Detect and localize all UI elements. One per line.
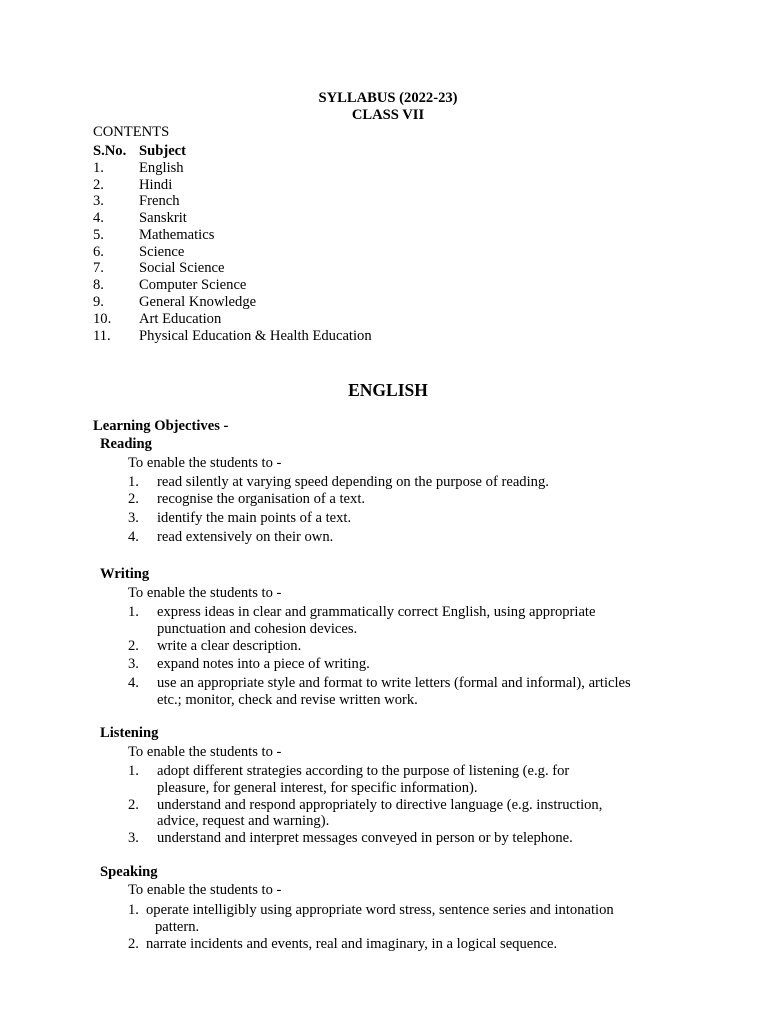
contents-header-subject: Subject — [139, 143, 187, 159]
contents-row-no: 4. — [93, 210, 104, 226]
contents-row-subject: Mathematics — [139, 227, 215, 243]
list-item-number: 3. — [128, 830, 139, 846]
contents-row-no: 11. — [93, 328, 111, 344]
contents-row-no: 6. — [93, 244, 104, 260]
speaking-intro: To enable the students to - — [128, 882, 282, 898]
contents-row-subject: Science — [139, 244, 185, 260]
list-item: identify the main points of a text. — [157, 510, 352, 526]
list-item: understand and respond appropriately to directive language (e.g. instruction, — [157, 797, 603, 813]
contents-row-no: 9. — [93, 294, 104, 310]
list-item-number: 3. — [128, 510, 139, 526]
list-item-number: 4. — [128, 529, 139, 545]
list-item: write a clear description. — [157, 638, 302, 654]
listening-intro: To enable the students to - — [128, 744, 282, 760]
contents-label: CONTENTS — [93, 124, 170, 140]
contents-row-subject: Sanskrit — [139, 210, 187, 226]
contents-row-subject: English — [139, 160, 184, 176]
list-item: operate intelligibly using appropriate word stress, sentence series and intonation — [146, 902, 614, 918]
list-item-continuation: pattern. — [155, 919, 200, 935]
contents-row-no: 3. — [93, 193, 104, 209]
contents-row-subject: General Knowledge — [139, 294, 257, 310]
contents-row-subject: Art Education — [139, 311, 222, 327]
list-item-continuation: punctuation and cohesion devices. — [157, 621, 358, 637]
contents-row-no: 7. — [93, 260, 104, 276]
list-item-number: 1. — [128, 604, 139, 620]
list-item-continuation: pleasure, for general interest, for specific information). — [157, 780, 478, 796]
contents-row-no: 1. — [93, 160, 104, 176]
writing-intro: To enable the students to - — [128, 585, 282, 601]
list-item-number: 2. — [128, 936, 139, 952]
list-item-number: 2. — [128, 638, 139, 654]
learning-objectives-label: Learning Objectives - — [93, 418, 229, 434]
speaking-label: Speaking — [100, 864, 158, 880]
english-heading: ENGLISH — [348, 380, 428, 400]
list-item: understand and interpret messages conveyed in person or by telephone. — [157, 830, 573, 846]
list-item-number: 2. — [128, 491, 139, 507]
list-item: express ideas in clear and grammatically correct English, using appropriate — [157, 604, 596, 620]
reading-label: Reading — [100, 436, 152, 452]
contents-row-no: 5. — [93, 227, 104, 243]
class-title: CLASS VII — [351, 107, 425, 123]
list-item: adopt different strategies according to the purpose of listening (e.g. for — [157, 763, 570, 779]
list-item: expand notes into a piece of writing. — [157, 656, 370, 672]
list-item: read extensively on their own. — [157, 529, 334, 545]
reading-intro: To enable the students to - — [128, 455, 282, 471]
contents-row-no: 8. — [93, 277, 104, 293]
writing-label: Writing — [100, 566, 150, 582]
list-item-number: 1. — [128, 474, 139, 490]
contents-row-subject: Social Science — [139, 260, 225, 276]
contents-row-subject: Computer Science — [139, 277, 247, 293]
contents-row-subject: Hindi — [139, 177, 173, 193]
list-item-number: 2. — [128, 797, 139, 813]
list-item: use an appropriate style and format to write letters (formal and informal), articles — [157, 675, 631, 691]
list-item-number: 1. — [128, 763, 139, 779]
contents-row-subject: French — [139, 193, 180, 209]
contents-row-no: 10. — [93, 311, 112, 327]
list-item-number: 3. — [128, 656, 139, 672]
list-item: read silently at varying speed depending on the purpose of reading. — [157, 474, 549, 490]
contents-row-subject: Physical Education & Health Education — [139, 328, 372, 344]
list-item-continuation: advice, request and warning). — [157, 813, 330, 829]
syllabus-title: SYLLABUS (2022-23) — [318, 90, 458, 106]
contents-header-sno: S.No. — [93, 143, 127, 159]
list-item-number: 1. — [128, 902, 139, 918]
list-item: narrate incidents and events, real and imaginary, in a logical sequence. — [146, 936, 558, 952]
list-item: recognise the organisation of a text. — [157, 491, 366, 507]
list-item-continuation: etc.; monitor, check and revise written work. — [157, 692, 418, 708]
list-item-number: 4. — [128, 675, 139, 691]
contents-row-no: 2. — [93, 177, 104, 193]
listening-label: Listening — [100, 725, 159, 741]
